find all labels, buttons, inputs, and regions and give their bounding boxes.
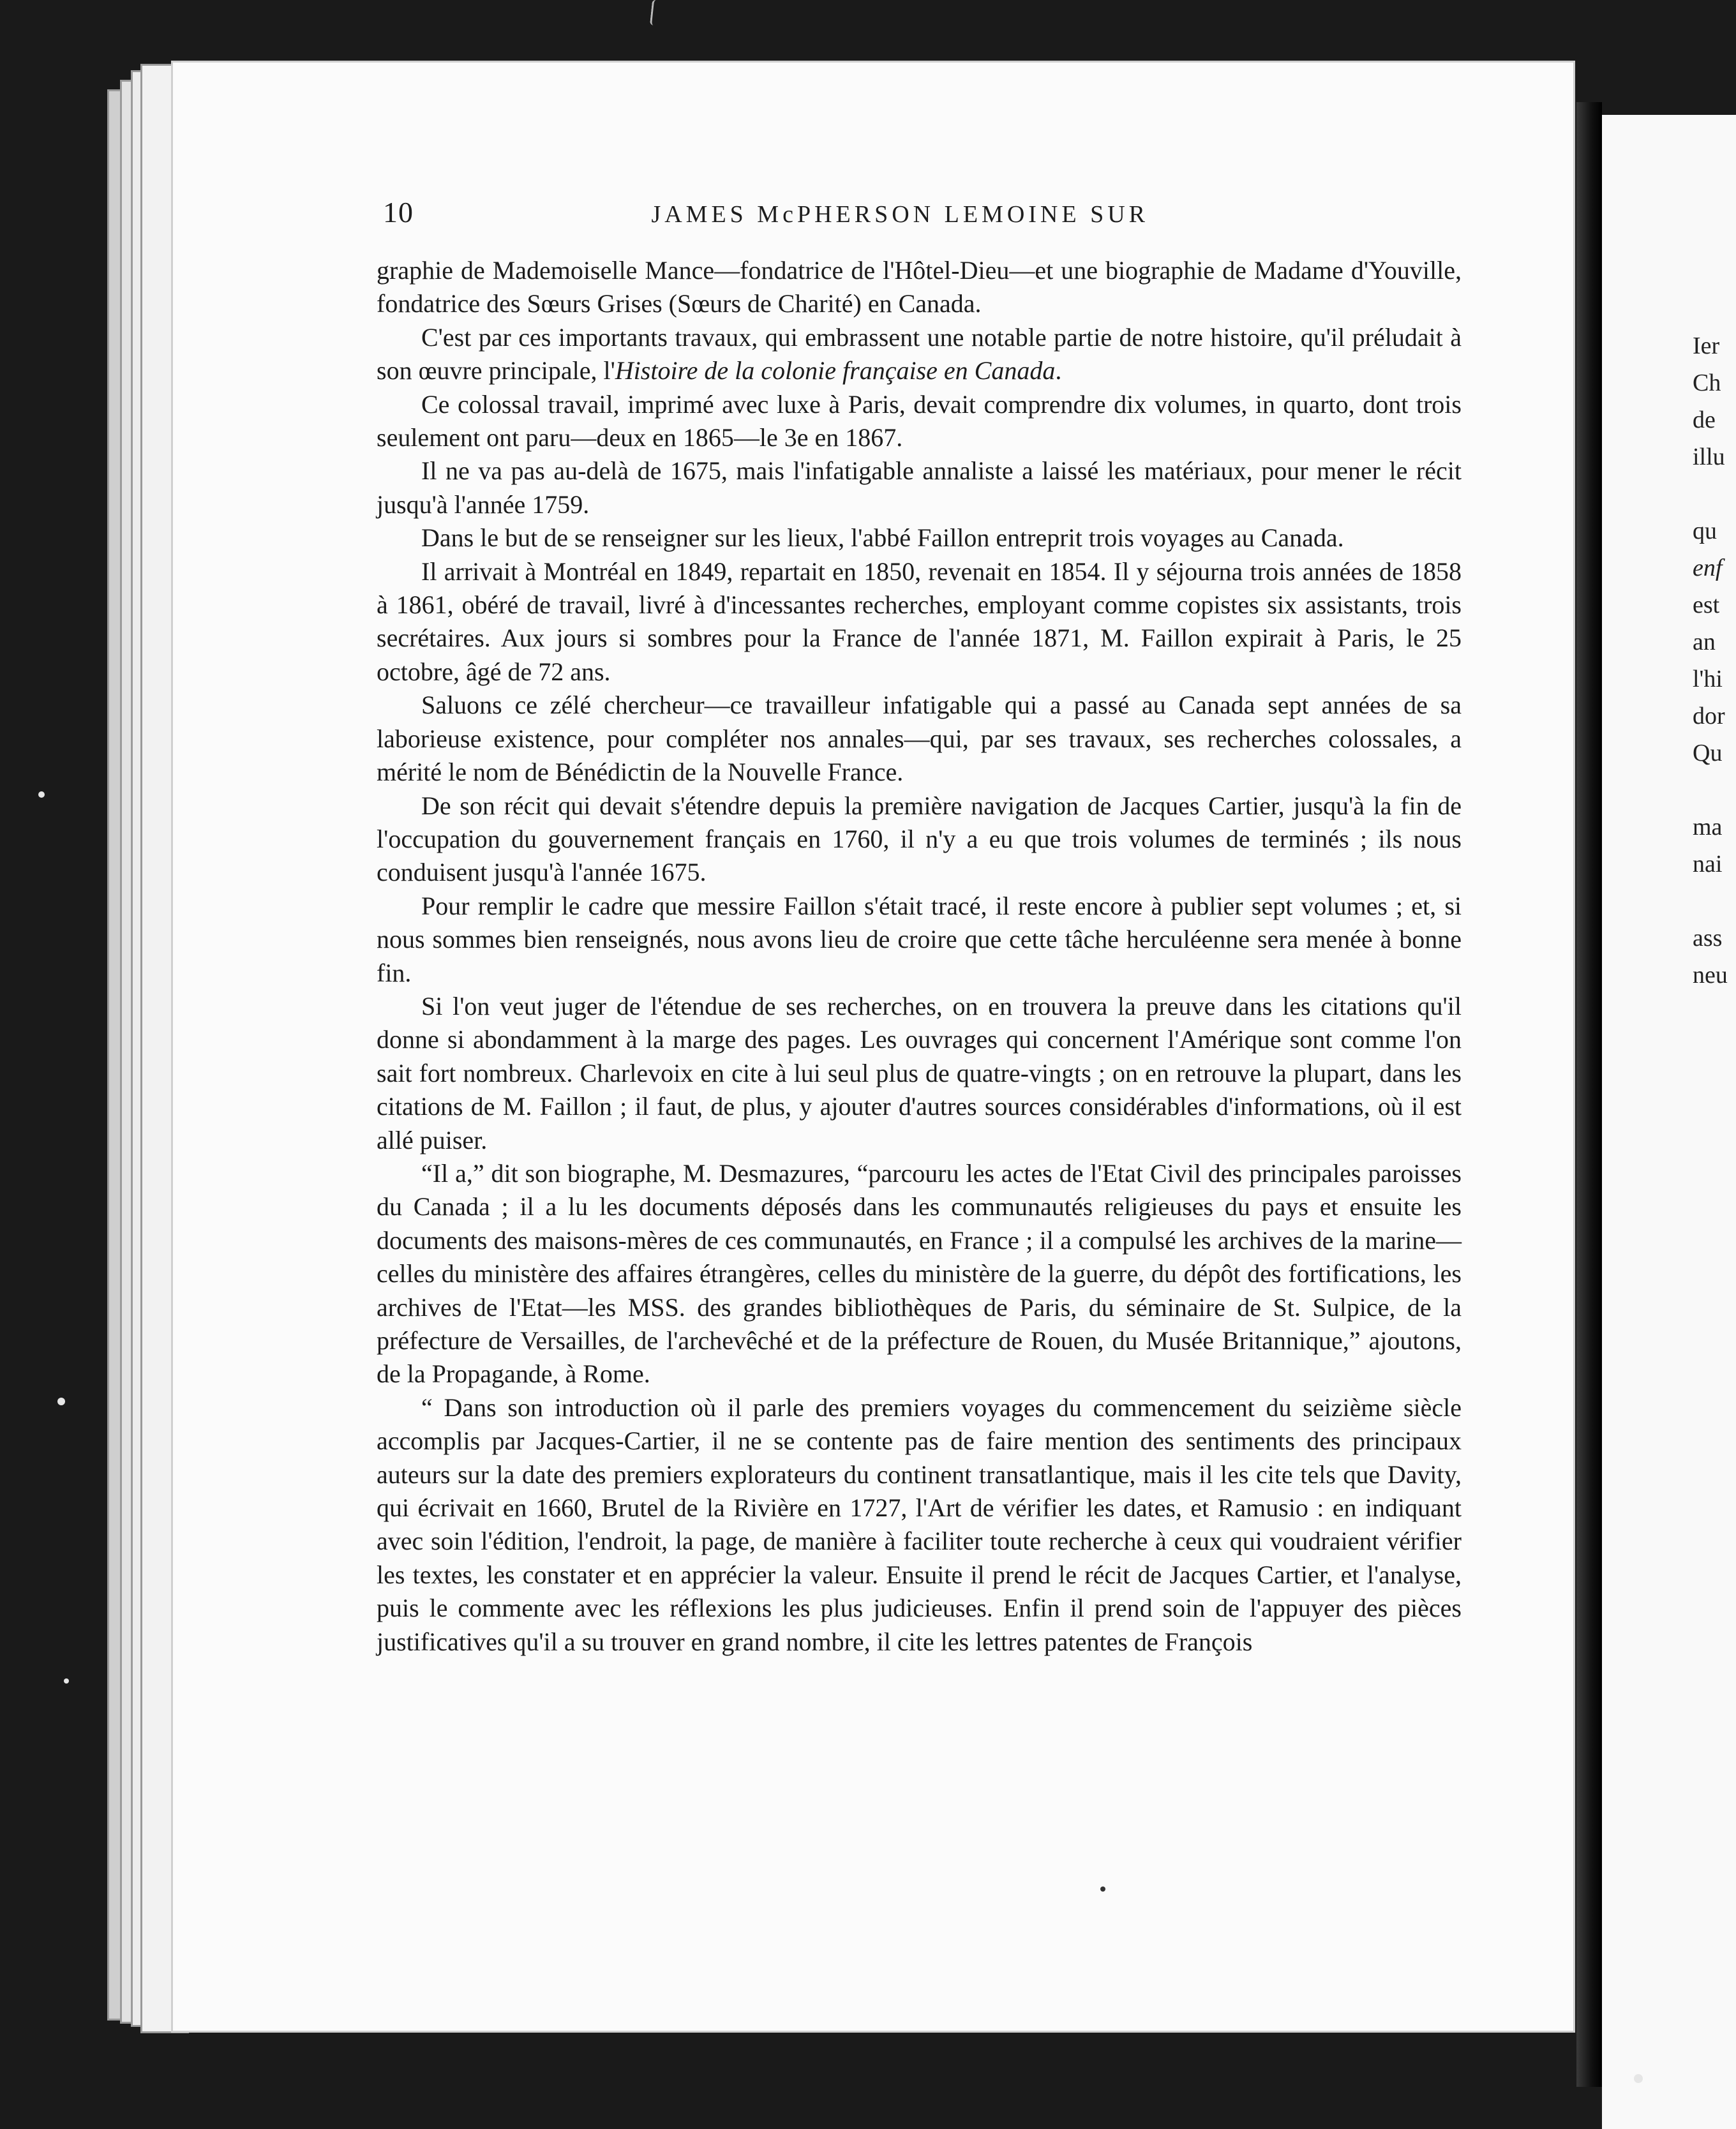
ink-dot <box>1100 1886 1105 1892</box>
page-number: 10 <box>383 196 414 228</box>
paragraph: graphie de Mademoiselle Mance—fondatrice de l'Hôtel-Dieu—et une biographie de Madame d'Youville, fondatrice des Sœurs Grises (Sœurs de Charité) en Canada. <box>377 256 1462 318</box>
facing-page-fragment: l'hi <box>1693 666 1723 692</box>
paragraph: Si l'on veut juger de l'étendue de ses recherches, on en trouvera la preuve dans les citations qu'il donne si abondamment à la marge des pages. Les ouvrages qui concernent l'Amérique sont comme l'on sait fort nombreux. Charlevoix en cite à lui seul plus de quatre-vingts ; on en retrouve la plupart, dans les citations de M. Faillon ; il faut, de plus, y ajouter d'autres sources considérables d'informations, où il est allé puiser. <box>377 991 1462 1154</box>
scan-artifact <box>650 0 662 26</box>
scan-speck <box>38 791 45 798</box>
paragraph: Dans le but de se renseigner sur les lieux, l'abbé Faillon entreprit trois voyages au Canada. <box>421 523 1344 553</box>
paragraph: De son récit qui devait s'étendre depuis la première navigation de Jacques Cartier, jusqu'à la fin de l'occupation du gouvernement français en 1760, il n'y a eu que trois volumes de terminés ; ils nous conduisent jusqu'à l'année 1675. <box>377 791 1462 887</box>
facing-page-fragment: Qu <box>1693 740 1723 766</box>
running-head <box>383 195 1481 229</box>
facing-page-fragment: Ier <box>1693 332 1720 359</box>
italic-book-title: Histoire de la colonie française en Canada <box>615 356 1056 385</box>
facing-page-fragment: nai <box>1693 851 1723 878</box>
paragraph: Il ne va pas au-delà de 1675, mais l'infatigable annaliste a laissé les matériaux, pour mener le récit jusqu'à l'année 1759. <box>377 456 1462 519</box>
facing-page-fragment: est <box>1693 592 1720 618</box>
facing-page-fragment: an <box>1693 629 1716 655</box>
facing-page-fragment: illu <box>1693 444 1725 470</box>
book-gutter <box>1576 102 1602 2087</box>
facing-page-fragment: enf <box>1693 555 1723 581</box>
body-text <box>377 254 1462 1659</box>
facing-page-fragment: ass <box>1693 925 1723 952</box>
facing-page-fragment: ma <box>1693 814 1723 840</box>
scan-speck <box>57 1398 65 1405</box>
paragraph-text: C'est par ces importants travaux, qui embrassent une notable partie de notre histoire, qu'il préludait à son œuvre principale, l' <box>377 322 1462 385</box>
paragraph: “Il a,” dit son biographe, M. Desmazures, “parcouru les actes de l'Etat Civil des principales paroisses du Canada ; il a lu les documents déposés dans les communautés religieuses du pays et ensuite les documents des maisons-mères de ces communautés, en France ; il a compulsé les archives de la marine—celles du ministère des affaires étrangères, celles du ministère de la guerre, du dépôt des fortifications, les archives de l'Etat—les MSS. des grandes bibliothèques de Paris, du séminaire de St. Sulpice, de la préfecture de Versailles, de l'archevêché et de la préfecture de Rouen, du Musée Britannique,” ajoutons, de la Propagande, à Rome. <box>377 1158 1462 1389</box>
scan-speck <box>64 1678 69 1684</box>
facing-page-fragment: de <box>1693 407 1716 433</box>
paragraph: “ Dans son introduction où il parle des premiers voyages du commencement du seizième siècle accomplis par Jacques-Cartier, il ne se contente pas de faire mention des sentiments des principaux auteurs sur la date des premiers explorateurs du continent transatlantique, mais il les cite tels que Davity, qui écrivait en 1660, Brutel de la Rivière en 1727, l'Art de vérifier les dates, et Ramusio : en indiquant avec soin l'édition, l'endroit, la page, de manière à faciliter toute recherche à ceux qui voudraient vérifier les textes, les constater et en apprécier la valeur. Ensuite il prend le récit de Jacques Cartier, et l'analyse, puis le commente avec les réflexions les plus judicieuses. Enfin il prend soin de l'appuyer des pièces justificatives qu'il a su trouver en grand nombre, il cite les lettres patentes de François <box>377 1393 1462 1656</box>
paragraph: Saluons ce zélé chercheur—ce travailleur infatigable qui a passé au Canada sept années de sa laborieuse existence, pour compléter nos annales—qui, par ses travaux, ses recherches colossales, a mérité le nom de Bénédictin de la Nouvelle France. <box>377 691 1462 787</box>
facing-page-fragment: qu <box>1693 518 1717 544</box>
facing-page-fragment: dor <box>1693 703 1725 729</box>
paragraph: Pour remplir le cadre que messire Faillon s'était tracé, il reste encore à publier sept volumes ; et, si nous sommes bien renseignés, nous avons lieu de croire que cette tâche herculéenne sera menée à bonne fin. <box>377 891 1462 987</box>
paragraph: Ce colossal travail, imprimé avec luxe à Paris, devait comprendre dix volumes, in quarto, dont trois seulement ont paru—deux en 1865—le 3e en 1867. <box>377 389 1462 452</box>
facing-page <box>1602 115 1736 2129</box>
facing-page-fragment: neu <box>1693 962 1728 989</box>
scan-speck <box>1634 2074 1643 2083</box>
paragraph-text: . <box>1055 356 1062 385</box>
facing-page-fragment: Ch <box>1693 370 1721 396</box>
running-title: JAMES McPHERSON LEMOINE SUR <box>651 201 1149 228</box>
paragraph: Il arrivait à Montréal en 1849, repartait en 1850, revenait en 1854. Il y séjourna trois années de 1858 à 1861, obéré de travail, livré à d'incessantes recherches, employant comme copistes six assistants, trois secrétaires. Aux jours si sombres pour la France de l'année 1871, M. Faillon expirait à Paris, le 25 octobre, âgé de 72 ans. <box>377 557 1462 686</box>
paragraph <box>377 321 1462 388</box>
